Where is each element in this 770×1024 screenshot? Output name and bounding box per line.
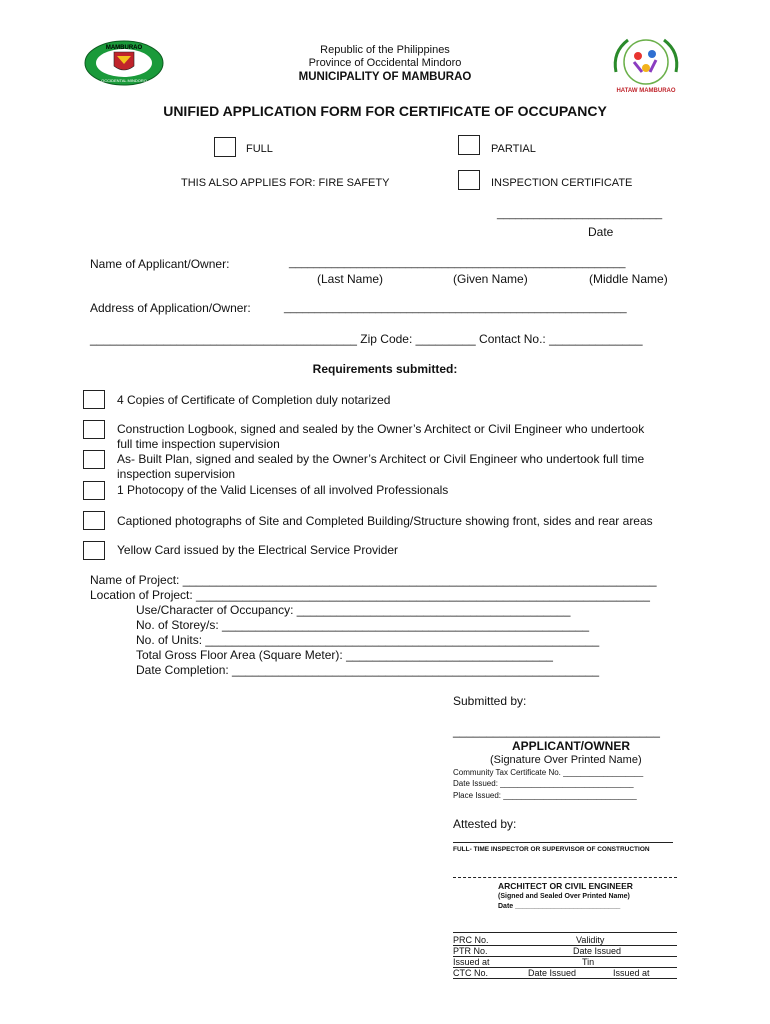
also-applies-label: THIS ALSO APPLIES FOR: FIRE SAFETY <box>181 177 390 189</box>
ptr-date-issued-label: Date Issued <box>573 946 622 956</box>
req4-checkbox[interactable] <box>83 481 105 500</box>
validity-label: Validity <box>576 935 605 945</box>
applicant-name-line[interactable]: _______________________________________________________ <box>289 257 626 269</box>
ctc-line[interactable] <box>453 978 677 979</box>
inspection-checkbox[interactable] <box>458 170 480 190</box>
partial-checkbox[interactable] <box>458 135 480 155</box>
req5-label: Captioned photographs of Site and Completed Building/Structure showing front, sides and rear areas <box>117 514 653 528</box>
header-line-3: MUNICIPALITY OF MAMBURAO <box>298 71 472 83</box>
req3-label-line1: As- Built Plan, signed and sealed by the Owner’s Architect or Civil Engineer who undertook full time <box>117 452 645 466</box>
req3-checkbox[interactable] <box>83 450 105 469</box>
submitted-by-label: Submitted by: <box>453 694 527 708</box>
credentials-top-line <box>453 932 677 933</box>
req6-label: Yellow Card issued by the Electrical Service Provider <box>117 543 399 557</box>
req2-label-line2: full time inspection supervision <box>117 437 280 451</box>
req4-label: 1 Photocopy of the Valid Licenses of all involved Professionals <box>117 483 449 497</box>
applicant-name-label: Name of Applicant/Owner: <box>90 257 230 271</box>
architect-signature-line[interactable] <box>453 877 677 878</box>
full-checkbox[interactable] <box>214 137 236 157</box>
req6-checkbox[interactable] <box>83 541 105 560</box>
date-completion-field[interactable]: Date Completion: _______________________________________________________ <box>136 663 600 677</box>
req2-label-line1: Construction Logbook, signed and sealed by the Owner’s Architect or Civil Engineer who undertook <box>117 422 645 436</box>
ctc-number-field[interactable]: Community Tax Certificate No. __________________ <box>453 768 644 777</box>
date-line[interactable]: ___________________________ <box>497 208 663 220</box>
issued-at-label: Issued at <box>453 957 490 967</box>
project-location-field[interactable]: Location of Project: ____________________________________________________________________ <box>90 588 650 602</box>
gross-floor-area-field[interactable]: Total Gross Floor Area (Square Meter): _______________________________ <box>136 648 553 662</box>
address-zip-contact-line[interactable]: ________________________________________ Zip Code: _________ Contact No.: ______________ <box>90 332 643 346</box>
occupancy-use-field[interactable]: Use/Character of Occupancy: _________________________________________ <box>136 603 571 617</box>
applicant-role-label: APPLICANT/OWNER <box>512 739 630 753</box>
header-line-2: Province of Occidental Mindoro <box>308 57 462 69</box>
req2-checkbox[interactable] <box>83 420 105 439</box>
architect-sub-label: (Signed and Sealed Over Printed Name) <box>498 893 630 900</box>
middle-name-label: (Middle Name) <box>589 272 668 286</box>
applicant-signature-line[interactable]: _______________________________ <box>453 724 660 738</box>
project-name-field[interactable]: Name of Project: _______________________________________________________________________ <box>90 573 657 587</box>
ctc-issued-at-label: Issued at <box>613 968 650 978</box>
address-line[interactable]: ________________________________________________________ <box>284 302 627 314</box>
ptr-label: PTR No. <box>453 946 488 956</box>
req1-label: 4 Copies of Certificate of Completion duly notarized <box>117 393 391 407</box>
storeys-field[interactable]: No. of Storey/s: _______________________________________________________ <box>136 618 590 632</box>
attested-by-label: Attested by: <box>453 817 517 831</box>
date-label: Date <box>588 225 614 239</box>
inspection-label: INSPECTION CERTIFICATE <box>491 177 633 189</box>
seal-top-text: MAMBURAO <box>105 45 143 51</box>
full-label: FULL <box>246 143 273 155</box>
architect-label: ARCHITECT OR CIVIL ENGINEER <box>498 881 633 891</box>
ctc-no-label: CTC No. <box>453 968 489 978</box>
ctc-date-issued-field[interactable]: Date Issued: ______________________________ <box>453 779 634 788</box>
last-name-label: (Last Name) <box>317 272 384 286</box>
req1-checkbox[interactable] <box>83 390 105 409</box>
ctc-place-issued-field[interactable]: Place Issued: ______________________________ <box>453 791 637 800</box>
ctc-date-issued-label: Date Issued <box>528 968 577 978</box>
address-label: Address of Application/Owner: <box>90 301 251 315</box>
inspector-label: FULL- TIME INSPECTOR OR SUPERVISOR OF CONSTRUCTION <box>453 846 650 853</box>
seal-bottom-text: OCCIDENTAL MINDORO <box>101 78 147 83</box>
form-title: UNIFIED APPLICATION FORM FOR CERTIFICATE OF OCCUPANCY <box>163 103 607 119</box>
prc-label: PRC No. <box>453 935 489 945</box>
units-field[interactable]: No. of Units: ___________________________________________________________ <box>136 633 600 647</box>
header-line-1: Republic of the Philippines <box>320 44 450 56</box>
inspector-signature-line[interactable] <box>453 842 673 843</box>
requirements-heading: Requirements submitted: <box>312 362 458 376</box>
applicant-signature-sub: (Signature Over Printed Name) <box>490 754 642 766</box>
logo-text: HATAW MAMBURAO <box>616 88 676 94</box>
architect-date-field[interactable]: Date ___________________________ <box>498 903 621 910</box>
tin-label: Tin <box>582 957 595 967</box>
given-name-label: (Given Name) <box>453 272 528 286</box>
partial-label: PARTIAL <box>491 143 536 155</box>
req5-checkbox[interactable] <box>83 511 105 530</box>
req3-label-line2: inspection supervision <box>117 467 236 481</box>
